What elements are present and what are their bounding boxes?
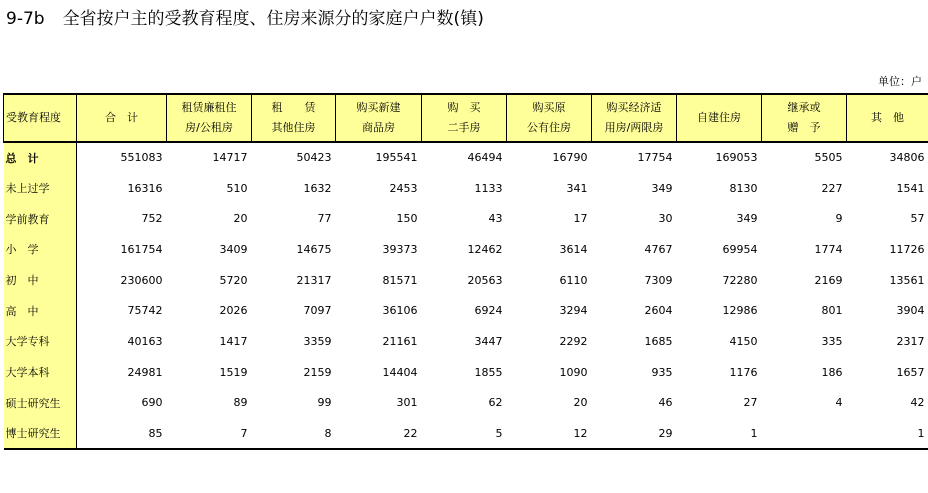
table-cell: 3409 — [219, 242, 248, 256]
page-title — [6, 4, 484, 29]
table-cell: 335 — [821, 334, 843, 348]
row-label: 小 学 — [4, 234, 77, 265]
table-row — [4, 265, 928, 296]
column-header-line1: 自建住房 — [697, 111, 741, 124]
table-cell: 7097 — [303, 304, 332, 318]
table-cell: 690 — [141, 396, 163, 410]
column-header-line2: 公有住房 — [527, 121, 571, 134]
table-cell: 8130 — [729, 181, 758, 195]
column-header — [77, 94, 167, 142]
row-label: 总 计 — [4, 142, 77, 173]
table-cell: 1541 — [896, 181, 925, 195]
table-cell: 2026 — [219, 304, 248, 318]
table-cell: 227 — [821, 181, 843, 195]
table-cell: 6110 — [559, 273, 588, 287]
table-cell: 1519 — [219, 365, 248, 379]
table-row — [4, 295, 928, 326]
column-header — [167, 94, 252, 142]
table-cell: 5720 — [219, 273, 248, 287]
table-cell: 62 — [488, 396, 503, 410]
column-header-line1: 购买经济适 — [606, 101, 662, 114]
table-row — [4, 173, 928, 204]
column-header-line1: 租赁廉租住 — [181, 101, 237, 114]
table-cell: 22 — [403, 426, 418, 440]
table-cell: 17 — [573, 212, 588, 226]
column-header-line2: 房/公租房 — [185, 121, 233, 134]
table-cell: 24981 — [127, 365, 163, 379]
table-cell: 6924 — [474, 304, 503, 318]
column-header-line1: 购买新建 — [356, 101, 401, 114]
table-cell: 551083 — [120, 151, 163, 165]
table-cell: 34806 — [889, 151, 925, 165]
table-cell: 3359 — [303, 334, 332, 348]
table-cell: 14675 — [296, 242, 332, 256]
row-label: 未上过学 — [4, 173, 77, 204]
column-header-line2: 赠 予 — [787, 121, 821, 134]
table-cell: 20 — [233, 212, 248, 226]
table-cell: 195541 — [375, 151, 418, 165]
table-cell: 7 — [240, 426, 248, 440]
row-label: 高 中 — [4, 295, 77, 326]
column-header — [336, 94, 422, 142]
table-cell: 150 — [396, 212, 418, 226]
table-cell: 1 — [917, 426, 925, 440]
row-label: 大学专科 — [4, 326, 77, 357]
column-header — [507, 94, 592, 142]
table-row — [4, 418, 928, 449]
table-cell: 8 — [324, 426, 332, 440]
table-row — [4, 234, 928, 265]
table-cell: 341 — [566, 181, 588, 195]
table-body — [4, 142, 928, 449]
table-cell: 4 — [835, 396, 843, 410]
table-cell: 935 — [651, 365, 673, 379]
column-header-line1: 继承或 — [787, 101, 821, 114]
column-header — [847, 94, 928, 142]
table-cell: 3904 — [896, 304, 925, 318]
data-table — [3, 93, 928, 450]
table-cell: 1176 — [729, 365, 758, 379]
table-cell: 16316 — [127, 181, 163, 195]
column-header — [422, 94, 507, 142]
table-cell: 1090 — [559, 365, 588, 379]
table-cell: 801 — [821, 304, 843, 318]
table-cell: 42 — [910, 396, 925, 410]
table-cell: 21161 — [382, 334, 418, 348]
table-cell: 230600 — [120, 273, 163, 287]
column-header-line1: 受教育程度 — [6, 111, 61, 124]
table-cell: 16790 — [552, 151, 588, 165]
table-cell: 20 — [573, 396, 588, 410]
unit-label: 单位：户 — [878, 75, 922, 88]
table-cell: 2604 — [644, 304, 673, 318]
table-cell: 14404 — [382, 365, 418, 379]
table-cell — [762, 418, 847, 449]
table-cell: 39373 — [382, 242, 418, 256]
table-cell: 752 — [141, 212, 163, 226]
table-cell: 1774 — [814, 242, 843, 256]
table-row — [4, 142, 928, 173]
column-header-line2: 用房/两限房 — [604, 121, 664, 134]
header-row — [4, 94, 928, 142]
table-row — [4, 357, 928, 388]
table-cell: 2169 — [814, 273, 843, 287]
table-cell: 43 — [488, 212, 503, 226]
column-header-line2: 商品房 — [362, 121, 395, 134]
table-cell: 77 — [317, 212, 332, 226]
table-cell: 1685 — [644, 334, 673, 348]
row-label: 硕士研究生 — [4, 388, 77, 419]
table-cell: 99 — [317, 396, 332, 410]
table-cell: 7309 — [644, 273, 673, 287]
table-cell: 12986 — [722, 304, 758, 318]
table-row — [4, 388, 928, 419]
table-cell: 12 — [573, 426, 588, 440]
table-cell: 1657 — [896, 365, 925, 379]
column-header — [592, 94, 677, 142]
table-cell: 9 — [835, 212, 843, 226]
column-header — [252, 94, 336, 142]
table-title: 全省按户主的受教育程度、住房来源分的家庭户户数(镇) — [62, 9, 484, 29]
table-cell: 89 — [233, 396, 248, 410]
table-cell: 21317 — [296, 273, 332, 287]
table-cell: 2317 — [896, 334, 925, 348]
table-cell: 20563 — [467, 273, 503, 287]
table-cell: 161754 — [120, 242, 163, 256]
table-cell: 186 — [821, 365, 843, 379]
table-cell: 46494 — [467, 151, 503, 165]
column-header-line2: 二手房 — [447, 121, 481, 134]
table-row — [4, 326, 928, 357]
table-cell: 46 — [658, 396, 673, 410]
column-header-line1: 购 买 — [447, 101, 481, 114]
table-cell: 81571 — [382, 273, 418, 287]
table-cell: 13561 — [889, 273, 925, 287]
table-cell: 1632 — [303, 181, 332, 195]
row-label: 初 中 — [4, 265, 77, 296]
table-cell: 72280 — [722, 273, 758, 287]
table-cell: 17754 — [637, 151, 673, 165]
table-cell: 2453 — [389, 181, 418, 195]
column-header-line1: 购买原 — [532, 101, 566, 114]
table-cell: 1417 — [219, 334, 248, 348]
table-cell: 40163 — [127, 334, 163, 348]
column-header-line1: 其 他 — [871, 111, 904, 124]
table-cell: 4150 — [729, 334, 758, 348]
table-cell: 510 — [226, 181, 248, 195]
table-cell: 5505 — [814, 151, 843, 165]
table-cell: 2292 — [559, 334, 588, 348]
table-cell: 349 — [736, 212, 758, 226]
table-cell: 1855 — [474, 365, 503, 379]
table-row — [4, 203, 928, 234]
table-cell: 4767 — [644, 242, 673, 256]
table-cell: 36106 — [382, 304, 418, 318]
table-cell: 3294 — [559, 304, 588, 318]
table-cell: 2159 — [303, 365, 332, 379]
row-label: 博士研究生 — [4, 418, 77, 449]
table-cell: 85 — [148, 426, 163, 440]
column-header — [677, 94, 762, 142]
table-cell: 3614 — [559, 242, 588, 256]
table-cell: 1133 — [474, 181, 503, 195]
table-cell: 30 — [658, 212, 673, 226]
table-cell: 3447 — [474, 334, 503, 348]
table-cell: 57 — [910, 212, 925, 226]
table-cell: 301 — [396, 396, 418, 410]
table-cell: 169053 — [715, 151, 758, 165]
table-cell: 11726 — [889, 242, 925, 256]
table-cell: 69954 — [722, 242, 758, 256]
column-header — [762, 94, 847, 142]
table-cell: 5 — [495, 426, 503, 440]
table-cell: 75742 — [127, 304, 163, 318]
column-header — [4, 94, 77, 142]
table-cell: 12462 — [467, 242, 503, 256]
column-header-line2: 其他住房 — [271, 121, 316, 134]
table-cell: 29 — [658, 426, 673, 440]
row-label: 大学本科 — [4, 357, 77, 388]
table-cell: 1 — [750, 426, 758, 440]
column-header-line1: 租 赁 — [271, 101, 316, 114]
row-label: 学前教育 — [4, 203, 77, 234]
table-cell: 14717 — [212, 151, 248, 165]
table-cell: 27 — [743, 396, 758, 410]
table-cell: 349 — [651, 181, 673, 195]
table-code: 9-7b — [6, 9, 45, 29]
table-cell: 50423 — [296, 151, 332, 165]
column-header-line1: 合 计 — [105, 111, 138, 124]
